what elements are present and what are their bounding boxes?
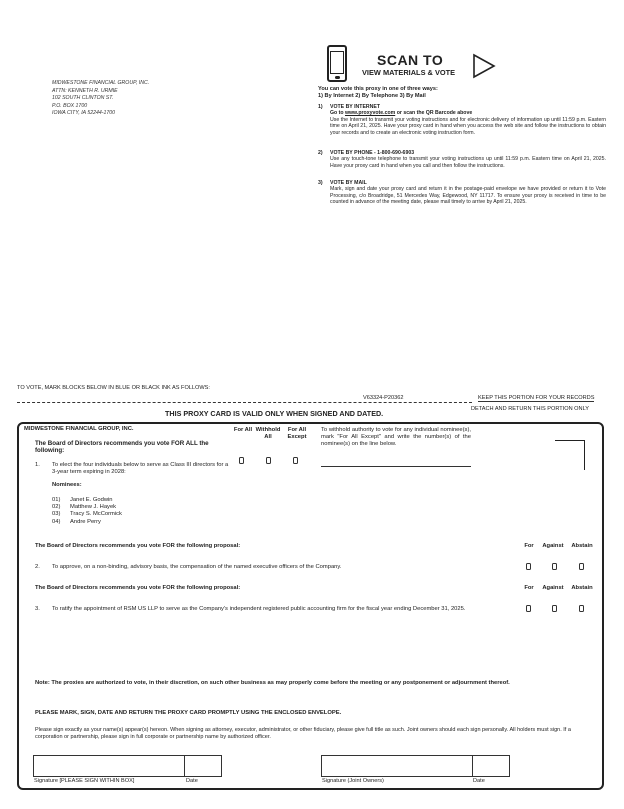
corner-mark [555,440,585,470]
proposal-2-against-checkbox[interactable] [552,563,557,570]
recommend-proposal-2: The Board of Directors recommends you vote FOR the following proposal: [35,543,241,549]
vote-mail-heading: VOTE BY MAIL [330,180,367,186]
nominees-label: Nominees: [52,482,82,488]
nominee: 01) Janet E. Godwin [52,497,113,503]
address-line: ATTN: KENNETH R. URMIE [52,87,118,94]
col-withhold-all: Withhold All [255,427,281,440]
joint-signature-label: Signature (Joint Owners) [322,778,384,784]
vote-internet-body: Use the Internet to transmit your voting instructions and for electronic delivery of information up until 11:59 p.m. Eastern time on April 21, 2025. Have your proxy card in hand when you access the web site and follow the instructions to obtain your records and to create an electronic voting instruction form. [330,116,606,136]
valid-notice: THIS PROXY CARD IS VALID ONLY WHEN SIGNED AND DATED. [165,409,384,418]
signature-label: Signature [PLEASE SIGN WITHIN BOX] [34,778,135,784]
proposal-3-abstain-checkbox[interactable] [579,605,584,612]
detach-portion-label: DETACH AND RETURN THIS PORTION ONLY [471,406,589,412]
discretion-note: Note: The proxies are authorized to vote, in their discretion, on such other business as may properly come before the meeting or any postponement or adjournment thereof. [35,680,510,686]
col-for: For [524,543,534,549]
voting-ways [318,86,438,100]
signature-box[interactable] [33,755,185,777]
col-against: Against [542,585,564,591]
nominee: 03) Tracy S. McCormick [52,511,122,518]
withhold-all-checkbox[interactable] [266,457,271,464]
proposal-3-for-checkbox[interactable] [526,605,531,612]
scan-title: SCAN TO [377,52,444,68]
control-code: V63324-P20362 [363,395,404,401]
vote-phone-heading: VOTE BY PHONE - 1-800-690-6903 [330,150,415,156]
col-for-all-except: For All Except [287,427,307,440]
date-box[interactable] [184,755,222,777]
vote-phone-body: Use any touch-tone telephone to transmit your voting instructions up until 11:59 p.m. Eastern time on April 21, 2025. Have your proxy card in hand when you call and then follow the instructions. [330,156,606,169]
vote-mail-body: Mark, sign and date your proxy card and return it in the postage-paid envelope we have provided or return it to Vote Processing, c/o Broadridge, 51 Mercedes Way, Edgewood, NY 11717. To ensure your proxy is received in time to be counted in advance of the meeting date, please mail timely to arrive by April 21, 2025. [330,186,606,206]
sign-instructions: Please sign exactly as your name(s) appear(s) hereon. When signing as attorney, executor, administrator, or other fiduciary, please give full title as such. Joint owners should each sign personally. All holders must sign. If a corporation or partnership, please sign in full corporate or partnership name by authorized officer. [35,727,571,740]
address-line: IOWA CITY, IA 52244-1700 [52,110,116,117]
nominee: 04) Andre Perry [52,518,101,525]
proposal-2-for-checkbox[interactable] [526,563,531,570]
please-mark-notice: PLEASE MARK, SIGN, DATE AND RETURN THE PROXY CARD PROMPTLY USING THE ENCLOSED ENVELOPE. [35,710,342,716]
voting-ways-list: 1) By Internet 2) By Telephone 3) By Mail [318,93,426,99]
joint-date-label: Date [473,778,485,784]
withhold-instruction: To withhold authority to vote for any individual nominee(s), mark "For All Except" and write the number(s) of the nominee(s) on the line below. [321,427,471,447]
nominee: 02) Matthew J. Hayek [52,504,117,511]
vote-by-mail: 3) VOTE BY MAIL Mark, sign and date your proxy card and return it in the postage-paid envelope we have provided or return it to Vote Processing, c/o Broadridge, 51 Mercedes Way, Edgewood, NY 11717. To ensure your proxy is received in time to be counted in advance of the meeting date, please mail timely to arrive by April 21, 2025. [318,180,606,206]
proposal-2-text: To approve, on a non-binding, advisory basis, the compensation of the named executive officers of the Company. [52,564,342,570]
for-all-checkbox[interactable] [239,457,244,464]
joint-signature-box[interactable] [321,755,473,777]
proposal-3-against-checkbox[interactable] [552,605,557,612]
play-arrow-icon [472,53,496,79]
voting-intro: You can vote this proxy in one of three ways: [318,86,438,92]
proposal-2-abstain-checkbox[interactable] [579,563,584,570]
scan-subtitle: VIEW MATERIALS & VOTE [362,68,456,77]
for-all-except-checkbox[interactable] [293,457,298,464]
proposal-3-number: 3. [35,606,40,612]
address-line: MIDWESTONE FINANCIAL GROUP, INC. [52,80,150,86]
joint-date-box[interactable] [472,755,510,777]
vote-by-phone: 2) VOTE BY PHONE - 1-800-690-6903 Use any touch-tone telephone to transmit your voting instructions up until 11:59 p.m. Eastern time on April 21, 2025. Have your proxy card in hand when you call and then follow the instructions. [318,150,606,169]
perforation-line [17,402,472,403]
recommend-for-all: The Board of Directors recommends you vote FOR ALL the following: [35,440,209,454]
col-against: Against [542,543,564,549]
smartphone-icon [327,45,347,82]
proxyvote-link[interactable]: www.proxyvote.com [344,110,396,117]
proposal-2-number: 2. [35,564,40,570]
ink-instruction: TO VOTE, MARK BLOCKS BELOW IN BLUE OR BLACK INK AS FOLLOWS: [17,385,210,391]
vote-by-internet: 1) VOTE BY INTERNET Go to www.proxyvote.com or scan the QR Barcode above Use the Internet to transmit your voting instructions and for electronic delivery of information up until 11:59 p.m. Eastern time on April 21, 2025. Have your proxy card in hand when you access the web site and follow the instructions to obtain your records and to create an electronic voting instruction form. [318,104,606,136]
proposal-3-text: To ratify the appointment of RSM US LLP to serve as the Company's independent registered public accounting firm for the fiscal year ending December 31, 2025. [52,606,466,612]
col-abstain: Abstain [571,585,593,591]
date-label: Date [186,778,198,784]
col-for-all: For All [233,427,253,433]
return-address [52,80,149,118]
recommend-proposal-3: The Board of Directors recommends you vote FOR the following proposal: [35,585,241,591]
col-abstain: Abstain [571,543,593,549]
address-line: 102 SOUTH CLINTON ST. [52,95,114,102]
keep-portion-label: KEEP THIS PORTION FOR YOUR RECORDS [478,395,595,401]
nominee-list [52,497,122,526]
proposal-1-text: To elect the four individuals below to serve as Class III directors for a 3-year term expiring in 2028: [52,462,229,475]
vote-internet-heading: VOTE BY INTERNET [330,104,381,110]
address-line: P.O. BOX 1700 [52,102,88,109]
col-for: For [524,585,534,591]
proposal-1-number: 1. [35,462,40,468]
except-nominee-line[interactable] [321,466,471,467]
company-name: MIDWESTONE FINANCIAL GROUP, INC. [24,426,134,432]
